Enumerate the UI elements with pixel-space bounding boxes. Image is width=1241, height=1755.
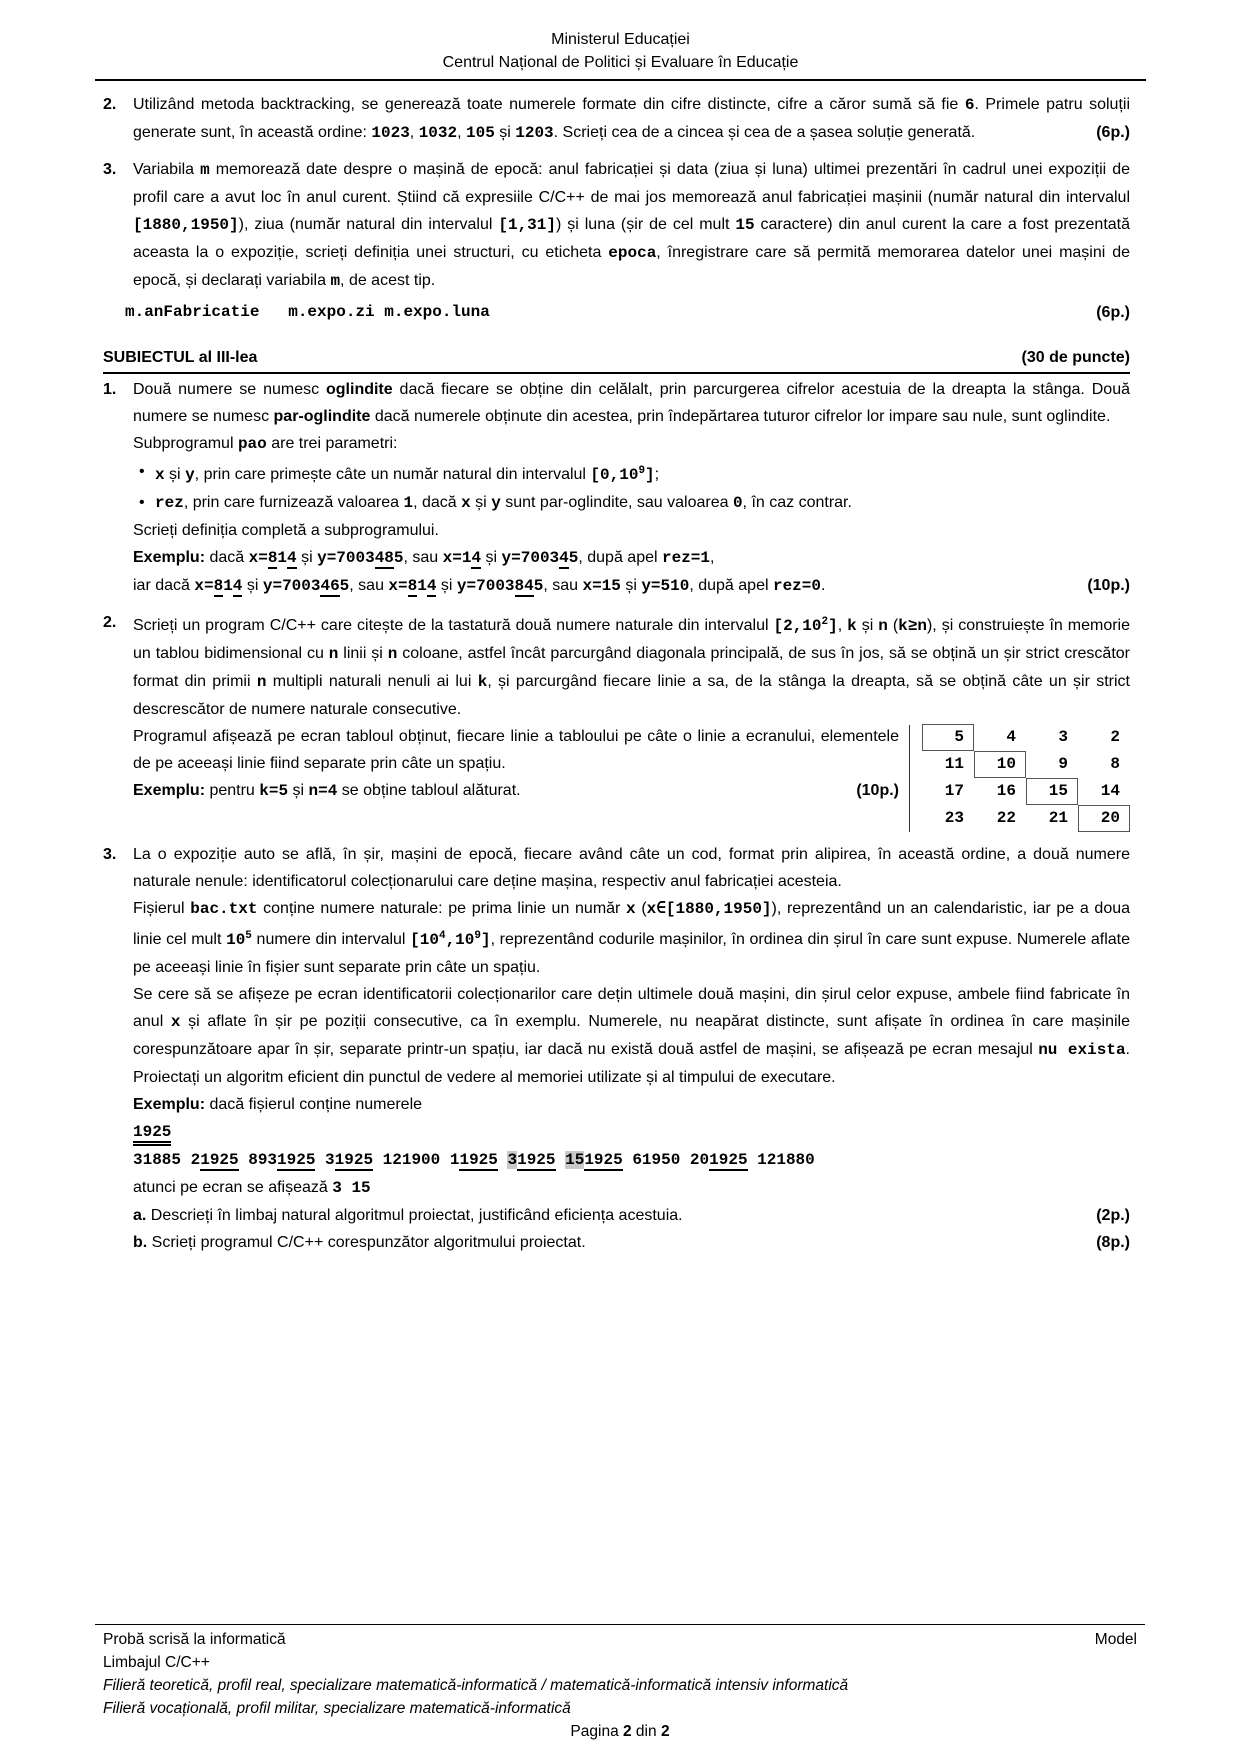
code-expressions-line xyxy=(125,299,1130,326)
header-center: Centrul Național de Politici și Evaluare în Educație xyxy=(442,54,799,71)
section-title: SUBIECTUL al III-lea xyxy=(103,349,258,366)
item-number: 2. xyxy=(103,96,117,113)
subtask-b-text: b. Scrieți programul C/C++ corespunzător algoritmului proiectat. xyxy=(133,1234,586,1251)
context-paragraph: La o expoziție auto se află, în șir, mașini de epocă, fiecare având câte un cod, format prin alipirea, în această ordine, a două numere naturale nenule: identificatorul colecționarului care deține mașina, respectiv anul fabricației acesteia. xyxy=(133,846,1130,890)
table-cell: 11 xyxy=(944,755,964,773)
section-header-subiectul-iii xyxy=(103,344,1130,374)
table-cell: 14 xyxy=(1100,782,1120,800)
problem-iii-2 xyxy=(103,609,1130,832)
example-line: Exemplu: pentru k=5 și n=4 se obține tabloul alăturat. xyxy=(133,782,521,800)
footer-row-1 xyxy=(103,1628,1137,1651)
header-ministry: Ministerul Educației xyxy=(551,31,690,48)
item-number: 3. xyxy=(103,161,117,178)
table-cell: 23 xyxy=(944,809,964,827)
definition-paragraph: Două numere se numesc oglindite dacă fiecare se obține din celălalt, prin parcurgerea cifrelor acestuia de la dreapta la stânga. Două numere se numesc par-oglindite dacă numerele obținute din acestea, prin îndepărtarea tuturor cifrelor lor impare sau nule, sunt oglindite. xyxy=(133,381,1131,425)
problem-iii-3-body xyxy=(133,841,1130,1256)
page-number: Pagina 2 din 2 xyxy=(570,1723,670,1740)
output-paragraph: Programul afișează pe ecran tabloul obținut, fiecare linie a tabloului pe câte o linie a ecranului, elementele de pe aceeași linie fiind separate prin câte un spațiu. xyxy=(133,728,899,772)
table-cell: 9 xyxy=(1058,755,1068,773)
file-content-line-2: 31885 21925 8931925 31925 121900 11925 31925 151925 61950 201925 121880 xyxy=(133,1151,815,1169)
table-cell: 17 xyxy=(944,782,964,800)
footer-model-label: Model xyxy=(1094,1631,1137,1648)
item-number: 3. xyxy=(103,846,117,863)
table-cell: 8 xyxy=(1110,755,1120,773)
file-content-line-1: 1925 xyxy=(133,1118,1130,1146)
points-badge: (2p.) xyxy=(1096,1207,1130,1224)
table-row xyxy=(922,751,1130,778)
requirement-paragraph: Se cere să se afișeze pe ecran identificatorii colecționarilor care dețin ultimele două mașini, din șirul celor expuse, ambele fiind fabricate în anul x și aflate în șir pe poziții consecutive, ca în exemplu. Numerele, nu neapărat distincte, sunt afișate în ordinea în care mașinile corespunzătoare apar în șir, separate printr-un spațiu, iar dacă nu există două astfel de mașini, se afișează pe ecran mesajul nu exista. Proiectați un algoritm eficient din punctul de vedere al memoriei utilizate și al timpului de executare. xyxy=(133,986,1130,1086)
points-badge: (8p.) xyxy=(1096,1234,1130,1251)
subtask-a-text: a. Descrieți în limbaj natural algoritmul proiectat, justificând eficiența acestuia. xyxy=(133,1207,683,1224)
points-badge: (10p.) xyxy=(1087,577,1130,594)
bullet-icon: • xyxy=(139,463,145,480)
task-line: Scrieți definiția completă a subprogramului. xyxy=(133,522,439,539)
subtask-a-row xyxy=(133,1202,1130,1229)
statement-paragraph: Scrieți un program C/C++ care citește de la tastatură două numere naturale din intervalul [2,10$^2$], k și n (k≥n), și construiește în memorie un tablou bidimensional cu n linii și n coloane, astfel încât parcurgând diagonala principală, de sus în jos, să se obțină un șir strict crescător format din primii n multipli naturali nenuli ai lui k, și parcurgând fiecare linie a sa, de la stânga la dreapta, să se obțină câte un șir strict descrescător de numere naturale consecutive. xyxy=(133,616,1131,718)
footer-filiera-teoretica: Filieră teoretică, profil real, specializare matematică-informatică / matematică-informatică intensiv informatică xyxy=(103,1677,849,1694)
table-divider-rule xyxy=(909,725,910,832)
points-badge: (10p.) xyxy=(856,782,899,799)
table-row xyxy=(922,805,1130,832)
problem-iii-1 xyxy=(103,376,1130,600)
item-number: 2. xyxy=(103,614,117,631)
header-rule xyxy=(95,79,1146,81)
points-badge: (6p.) xyxy=(1096,304,1130,321)
param-bullet-rez xyxy=(133,489,1130,517)
table-cell: 15 xyxy=(1026,778,1078,805)
problem-iii-2-body xyxy=(133,609,1130,832)
param-bullet-rez-text: rez, prin care furnizează valoarea 1, dacă x și y sunt par-oglindite, sau valoarea 0, în caz contrar. xyxy=(155,494,852,512)
page-footer xyxy=(95,1624,1145,1743)
example-table xyxy=(922,723,1130,832)
example-line-1: Exemplu: dacă x=814 și y=7003485, sau x=14 și y=700345, după apel rez=1, xyxy=(133,549,715,567)
problem-iii-1-body xyxy=(133,376,1130,600)
example-line-2-row xyxy=(133,572,1130,600)
param-bullet-xy xyxy=(133,458,1130,489)
example-zone-text xyxy=(133,723,899,832)
footer-exam-type: Probă scrisă la informatică xyxy=(103,1631,286,1648)
example-line-2: iar dacă x=814 și y=7003465, sau x=814 și y=7003845, sau x=15 și y=510, după apel rez=0. xyxy=(133,577,826,595)
example-row xyxy=(133,777,899,805)
table-row xyxy=(922,724,1130,751)
table-cell: 16 xyxy=(996,782,1016,800)
problem-ii-3-text: Variabila m memorează date despre o mașină de epocă: anul fabricației și data (ziua și luna) ultimei prezentări în cadrul unei expoziții de profil care a avut loc în anul curent. Știind că expresiile C/C++ de mai jos memorează anul fabricației mașinii (număr natural din intervalul [1880,1950]), ziua (număr natural din intervalul [1,31]) și luna (șir de cel mult 15 caractere) din anul curent la care a fost prezentată aceasta la o expoziție, scrieți definiția unei structuri, cu eticheta epoca, înregistrare care să permită memorarea datelor unei mașini de epocă, și declarați variabila m, de acest tip. xyxy=(133,161,1131,290)
problem-ii-2 xyxy=(103,91,1130,147)
item-number: 1. xyxy=(103,381,117,398)
bullet-icon: • xyxy=(139,494,145,511)
table-cell: 22 xyxy=(996,809,1016,827)
table-cell: 4 xyxy=(1006,728,1016,746)
page-header xyxy=(0,0,1241,74)
footer-language: Limbajul C/C++ xyxy=(103,1654,210,1671)
subprogram-line: Subprogramul pao are trei parametri: xyxy=(133,435,398,453)
table-cell: 5 xyxy=(922,724,974,751)
file-paragraph: Fișierul bac.txt conține numere naturale: pe prima linie un număr x (x∈[1880,1950]), reprezentând un an calendaristic, iar pe a doua linie cel mult $10^5$ numere din intervalul $[10^4,10^9]$, reprezentând codurile mașinilor, în ordinea din șirul în care sunt expuse. Numerele aflate pe aceeași linie în fișier sunt separate prin câte un spațiu. xyxy=(133,900,1131,976)
table-row xyxy=(922,778,1130,805)
exam-body xyxy=(103,91,1130,1256)
subtask-b-row xyxy=(133,1229,1130,1256)
section-points: (30 de puncte) xyxy=(1021,349,1130,366)
problem-ii-3 xyxy=(103,156,1130,295)
problem-iii-3 xyxy=(103,841,1130,1256)
table-cell: 20 xyxy=(1078,805,1130,832)
table-cell: 10 xyxy=(974,751,1026,778)
example-label-line: Exemplu: dacă fișierul conține numerele xyxy=(133,1096,423,1113)
screen-output-line: atunci pe ecran se afișează 3 15 xyxy=(133,1179,371,1197)
code-expressions: m.anFabricatie m.expo.zi m.expo.luna xyxy=(125,303,490,321)
table-cell: 2 xyxy=(1110,728,1120,746)
footer-filiera-vocationala: Filieră vocațională, profil militar, specializare matematică-informatică xyxy=(103,1700,571,1717)
table-cell: 3 xyxy=(1058,728,1068,746)
footer-rule xyxy=(95,1624,1145,1625)
problem-ii-2-text: Utilizând metoda backtracking, se generează toate numerele formate din cifre distincte, cifre a căror sumă să fie 6. Primele patru soluții generate sunt, în această ordine: 1023, 1032, 105 și 1203. Scrieți cea de a cincea și cea de a șasea soluție generată. (6p.) xyxy=(133,96,1131,142)
param-bullet-xy-text: x și y, prin care primește câte un număr natural din intervalul [0,10$^9$]; xyxy=(155,465,660,484)
example-zone xyxy=(133,723,1130,832)
table-cell: 21 xyxy=(1048,809,1068,827)
